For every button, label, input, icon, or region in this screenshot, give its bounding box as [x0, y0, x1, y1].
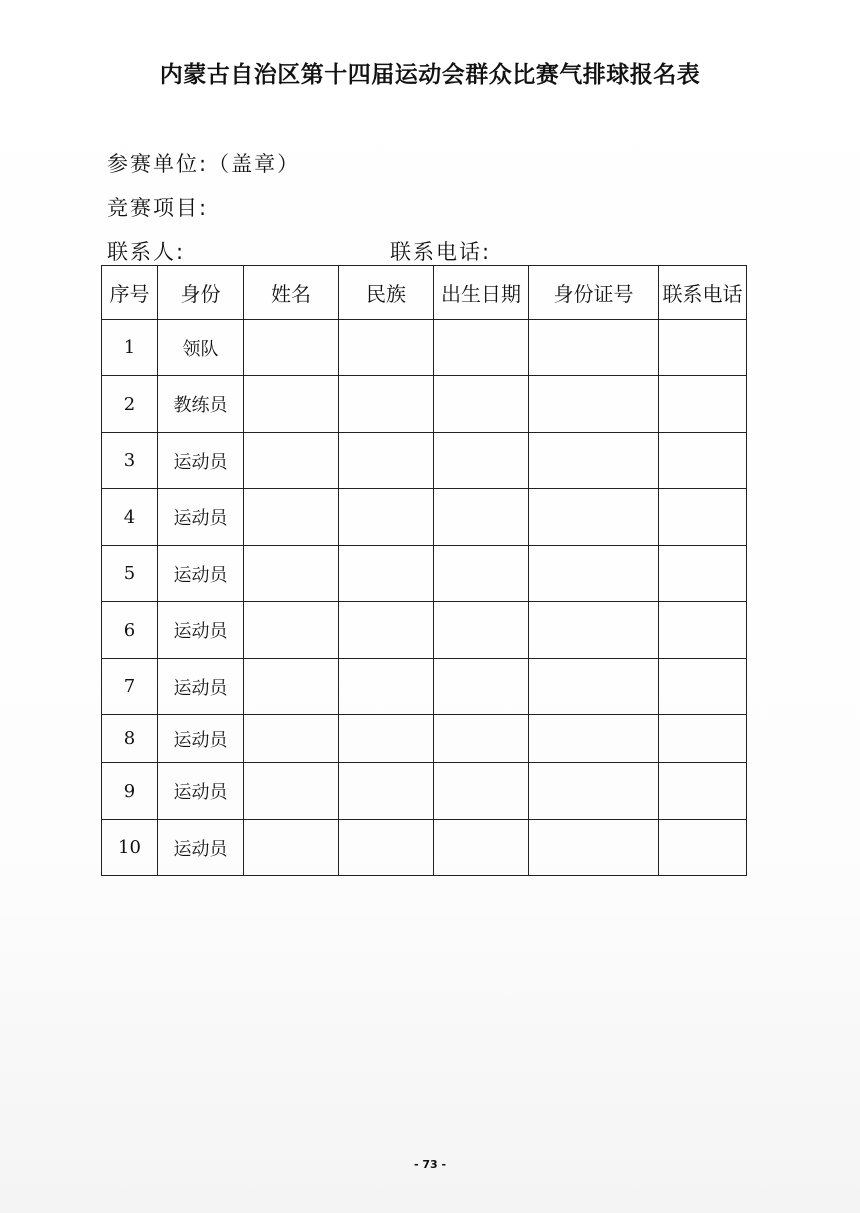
cell-role: 运动员: [158, 820, 244, 876]
cell-serial-no: 4: [102, 489, 158, 546]
cell-name[interactable]: [244, 489, 339, 546]
cell-phone[interactable]: [659, 376, 747, 433]
cell-birth-date[interactable]: [434, 763, 529, 820]
cell-serial-no: 1: [102, 320, 158, 376]
cell-serial-no: 10: [102, 820, 158, 876]
cell-id-number[interactable]: [529, 489, 659, 546]
cell-id-number[interactable]: [529, 546, 659, 602]
page-title: 内蒙古自治区第十四届运动会群众比赛气排球报名表: [159, 61, 701, 88]
cell-id-number[interactable]: [529, 715, 659, 763]
cell-name[interactable]: [244, 763, 339, 820]
table-row: [102, 376, 747, 433]
cell-serial-no: 2: [102, 376, 158, 433]
cell-role: 运动员: [158, 489, 244, 546]
cell-ethnicity[interactable]: [339, 546, 434, 602]
cell-name[interactable]: [244, 546, 339, 602]
registration-table: [101, 265, 747, 876]
table-row: [102, 602, 747, 659]
table-row: [102, 489, 747, 546]
cell-name[interactable]: [244, 715, 339, 763]
cell-phone[interactable]: [659, 715, 747, 763]
cell-birth-date[interactable]: [434, 320, 529, 376]
cell-name[interactable]: [244, 659, 339, 715]
cell-birth-date[interactable]: [434, 820, 529, 876]
cell-ethnicity[interactable]: [339, 376, 434, 433]
table-row: [102, 763, 747, 820]
cell-name[interactable]: [244, 320, 339, 376]
header-name: 姓名: [244, 266, 339, 320]
cell-phone[interactable]: [659, 602, 747, 659]
cell-birth-date[interactable]: [434, 659, 529, 715]
cell-ethnicity[interactable]: [339, 820, 434, 876]
cell-ethnicity[interactable]: [339, 320, 434, 376]
event-label: 竞赛项目:: [107, 196, 209, 220]
cell-ethnicity[interactable]: [339, 715, 434, 763]
cell-name[interactable]: [244, 433, 339, 489]
table-row: [102, 433, 747, 489]
header-phone: 联系电话: [659, 266, 747, 320]
cell-phone[interactable]: [659, 433, 747, 489]
cell-serial-no: 5: [102, 546, 158, 602]
table-header-row: [102, 266, 747, 320]
cell-birth-date[interactable]: [434, 489, 529, 546]
cell-ethnicity[interactable]: [339, 602, 434, 659]
cell-id-number[interactable]: [529, 433, 659, 489]
cell-role: 运动员: [158, 602, 244, 659]
header-birth-date: 出生日期: [434, 266, 529, 320]
cell-id-number[interactable]: [529, 820, 659, 876]
header-ethnicity: 民族: [339, 266, 434, 320]
table-row: [102, 320, 747, 376]
table-row: [102, 715, 747, 763]
cell-role: 运动员: [158, 763, 244, 820]
header-role: 身份: [158, 266, 244, 320]
cell-birth-date[interactable]: [434, 376, 529, 433]
cell-role: 领队: [158, 320, 244, 376]
cell-id-number[interactable]: [529, 602, 659, 659]
cell-role: 运动员: [158, 659, 244, 715]
cell-ethnicity[interactable]: [339, 659, 434, 715]
page-number: - 73 -: [413, 1158, 447, 1171]
cell-ethnicity[interactable]: [339, 433, 434, 489]
cell-role: 教练员: [158, 376, 244, 433]
cell-phone[interactable]: [659, 659, 747, 715]
table-row: [102, 659, 747, 715]
cell-birth-date[interactable]: [434, 546, 529, 602]
cell-role: 运动员: [158, 433, 244, 489]
cell-phone[interactable]: [659, 489, 747, 546]
cell-phone[interactable]: [659, 320, 747, 376]
header-serial-no: 序号: [102, 266, 158, 320]
cell-ethnicity[interactable]: [339, 489, 434, 546]
cell-ethnicity[interactable]: [339, 763, 434, 820]
cell-id-number[interactable]: [529, 763, 659, 820]
table-body: [102, 320, 747, 876]
cell-name[interactable]: [244, 602, 339, 659]
cell-phone[interactable]: [659, 763, 747, 820]
cell-birth-date[interactable]: [434, 715, 529, 763]
cell-name[interactable]: [244, 376, 339, 433]
contact-phone-label: 联系电话:: [390, 240, 492, 264]
cell-id-number[interactable]: [529, 376, 659, 433]
cell-serial-no: 7: [102, 659, 158, 715]
cell-serial-no: 9: [102, 763, 158, 820]
participating-unit-label: 参赛单位:（盖章）: [107, 152, 301, 176]
cell-id-number[interactable]: [529, 320, 659, 376]
table-row: [102, 546, 747, 602]
table-row: [102, 820, 747, 876]
cell-role: 运动员: [158, 546, 244, 602]
cell-birth-date[interactable]: [434, 602, 529, 659]
cell-serial-no: 6: [102, 602, 158, 659]
cell-phone[interactable]: [659, 546, 747, 602]
cell-name[interactable]: [244, 820, 339, 876]
cell-birth-date[interactable]: [434, 433, 529, 489]
contact-person-label: 联系人:: [107, 240, 186, 264]
cell-serial-no: 3: [102, 433, 158, 489]
cell-role: 运动员: [158, 715, 244, 763]
cell-serial-no: 8: [102, 715, 158, 763]
cell-id-number[interactable]: [529, 659, 659, 715]
header-id-number: 身份证号: [529, 266, 659, 320]
cell-phone[interactable]: [659, 820, 747, 876]
